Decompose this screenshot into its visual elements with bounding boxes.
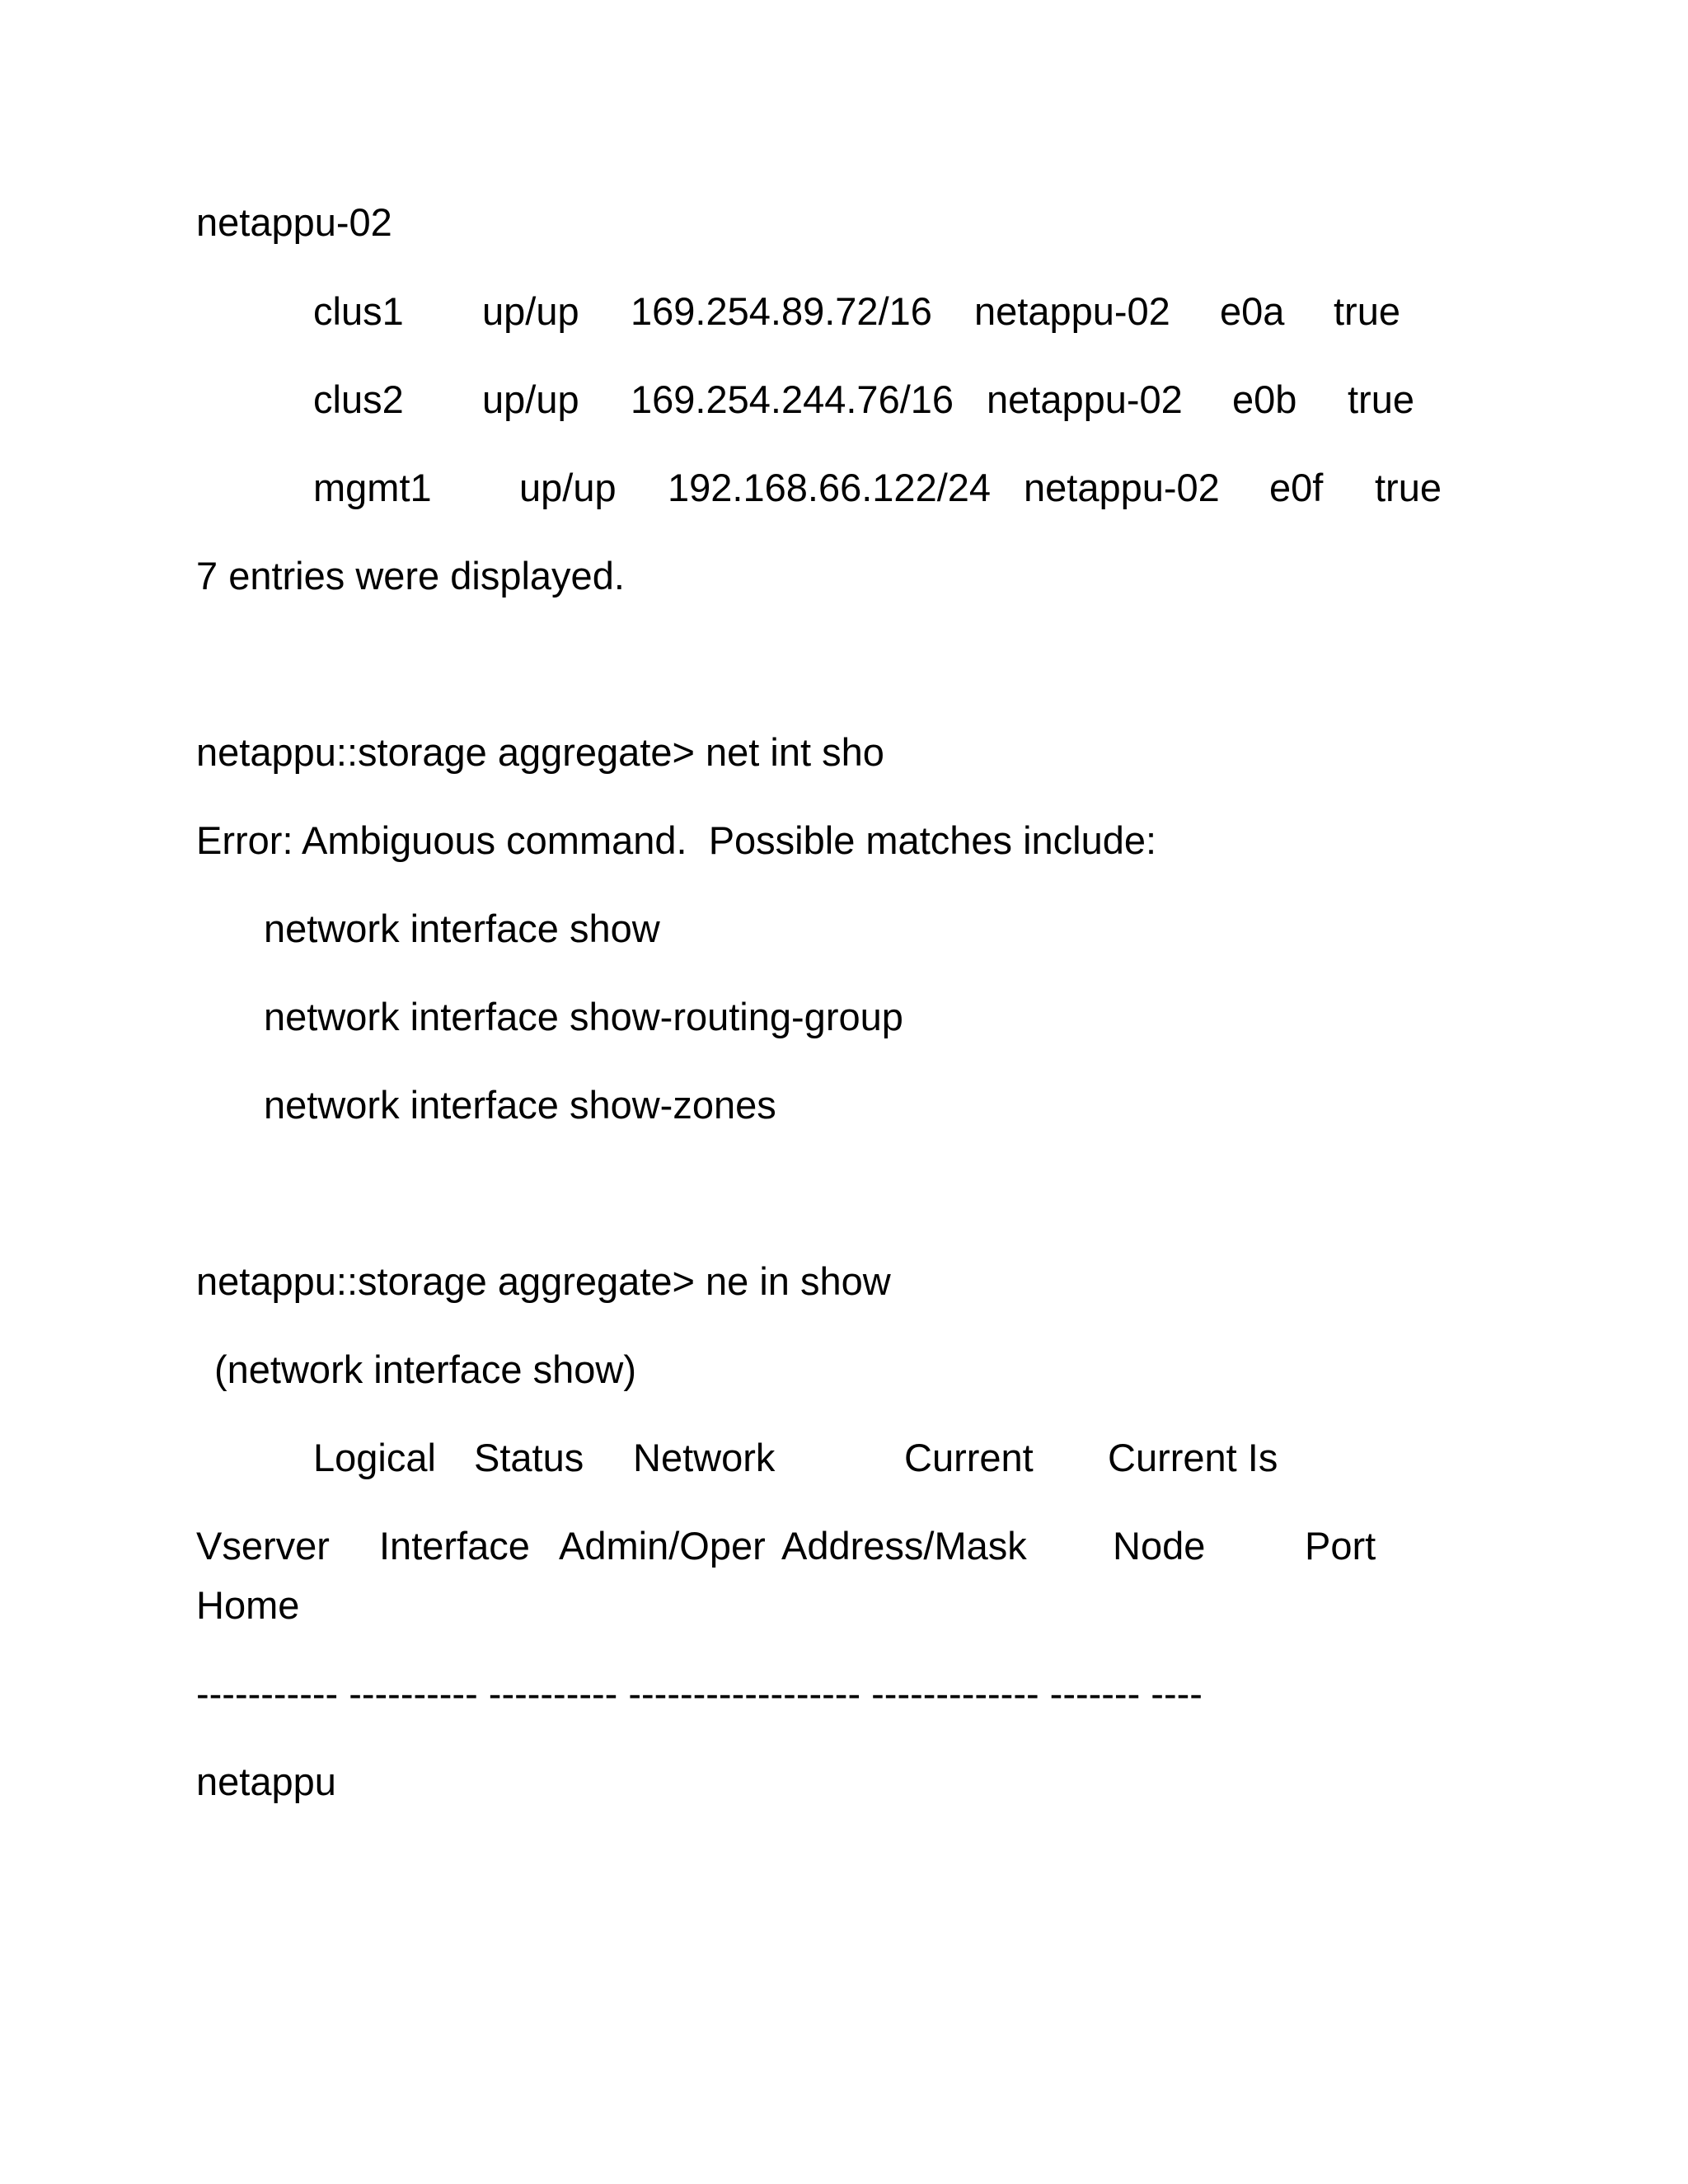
lif-name: mgmt1: [313, 466, 432, 509]
command-prompt: netappu::storage aggregate> ne in show: [196, 1259, 891, 1303]
table-separator: ----------- ---------- ---------- ------------------ ------------- ------- ----: [196, 1671, 1203, 1715]
header-current-is: Current Is: [1108, 1436, 1278, 1479]
match-item: network interface show-routing-group: [264, 995, 903, 1038]
lif-status: up/up: [519, 466, 617, 509]
lif-port: e0b: [1232, 377, 1297, 421]
header-status: Status: [474, 1436, 584, 1479]
lif-node: netappu-02: [974, 289, 1170, 333]
lif-node: netappu-02: [1024, 466, 1220, 509]
lif-address: 192.168.66.122/24: [668, 466, 992, 509]
lif-node: netappu-02: [987, 377, 1183, 421]
header-interface: Interface: [379, 1524, 530, 1568]
header-admin-oper: Admin/Oper: [559, 1524, 766, 1568]
lif-address: 169.254.244.76/16: [631, 377, 954, 421]
command-expansion: (network interface show): [214, 1347, 636, 1391]
match-item: network interface show-zones: [264, 1083, 776, 1127]
match-item: network interface show: [264, 907, 660, 950]
header-logical: Logical: [313, 1436, 436, 1479]
node-header: netappu-02: [196, 200, 392, 244]
error-message: Error: Ambiguous command. Possible matches include:: [196, 818, 1157, 862]
header-home: Home: [196, 1583, 300, 1627]
vserver-name: netappu: [196, 1760, 336, 1803]
lif-is-home: true: [1334, 289, 1400, 333]
lif-port: e0a: [1220, 289, 1285, 333]
lif-is-home: true: [1375, 466, 1442, 509]
lif-address: 169.254.89.72/16: [631, 289, 932, 333]
entries-summary: 7 entries were displayed.: [196, 554, 625, 598]
lif-name: clus1: [313, 289, 404, 333]
lif-status: up/up: [482, 377, 579, 421]
header-node: Node: [1113, 1524, 1206, 1568]
lif-port: e0f: [1269, 466, 1324, 509]
header-vserver: Vserver: [196, 1524, 330, 1568]
lif-is-home: true: [1348, 377, 1414, 421]
header-current: Current: [904, 1436, 1034, 1479]
command-prompt: netappu::storage aggregate> net int sho: [196, 730, 884, 774]
header-address-mask: Address/Mask: [781, 1524, 1027, 1568]
lif-name: clus2: [313, 377, 404, 421]
header-network: Network: [633, 1436, 776, 1479]
header-port: Port: [1305, 1524, 1376, 1568]
lif-status: up/up: [482, 289, 579, 333]
